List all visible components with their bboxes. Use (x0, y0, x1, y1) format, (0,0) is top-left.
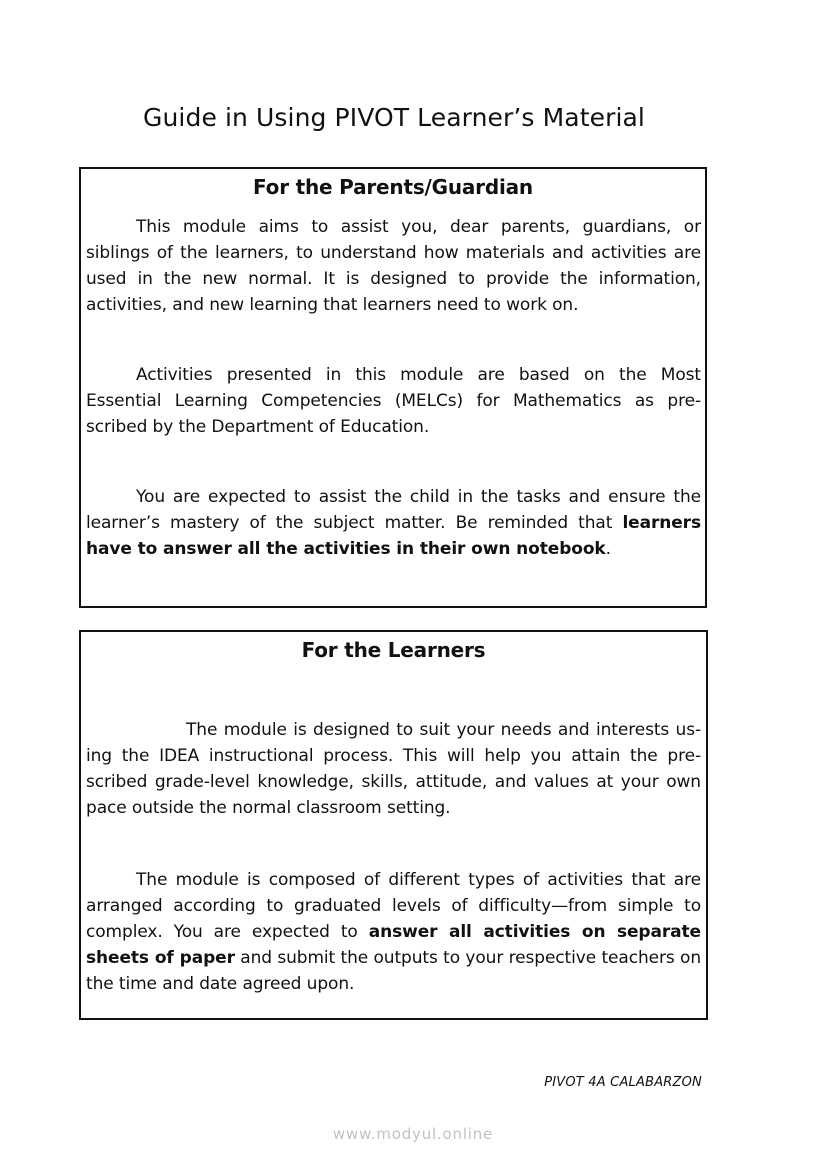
learners-paragraph-2 (86, 867, 701, 997)
parents-paragraph-3-emphasis: learners have to answer all the activities in their own notebook (86, 513, 701, 559)
learners-paragraph-2-end: and submit the outputs to your respective teachers on the time and date agreed upon. (86, 948, 701, 994)
parents-guardian-heading: For the Parents/Guardian (253, 175, 533, 199)
parents-paragraph-3 (86, 484, 701, 562)
watermark: www.modyul.online (332, 1125, 494, 1143)
parents-paragraph-1: This module aims to assist you, dear parents, guardians, or siblings of the learners, to understand how materials and activities are used in the new normal. It is designed to provide the information, activities, and new learning that learners need to work on. (86, 217, 701, 315)
parents-paragraph-3-end: . (605, 539, 611, 559)
learners-paragraph-2-emphasis: answer all activities on separate sheets of paper (86, 922, 701, 968)
parents-paragraph-3-text: You are expected to assist the child in the tasks and ensure the learner’s mastery of the subject matter. Be reminded that (86, 487, 701, 533)
footer-tag: PIVOT 4A CALABARZON (544, 1075, 702, 1090)
learners-paragraph-2-text: The module is composed of different types of activities that are arranged according to graduated levels of difficulty—from simple to complex. You are expected to (86, 870, 701, 942)
learners-box (79, 630, 708, 1020)
parents-guardian-box (79, 167, 707, 608)
parents-paragraph-2: Activities presented in this module are based on the Most Essential Learning Competencies (MELCs) for Mathematics as pre-scribed by the Department of Education. (86, 365, 701, 437)
learners-paragraph-1: The module is designed to suit your needs and interests us-ing the IDEA instructional process. This will help you attain the pre-scribed grade-level knowledge, skills, attitude, and values at your own pace outside the normal classroom setting. (86, 720, 701, 818)
page-title: Guide in Using PIVOT Learner’s Material (143, 103, 645, 132)
learners-heading: For the Learners (301, 638, 486, 662)
